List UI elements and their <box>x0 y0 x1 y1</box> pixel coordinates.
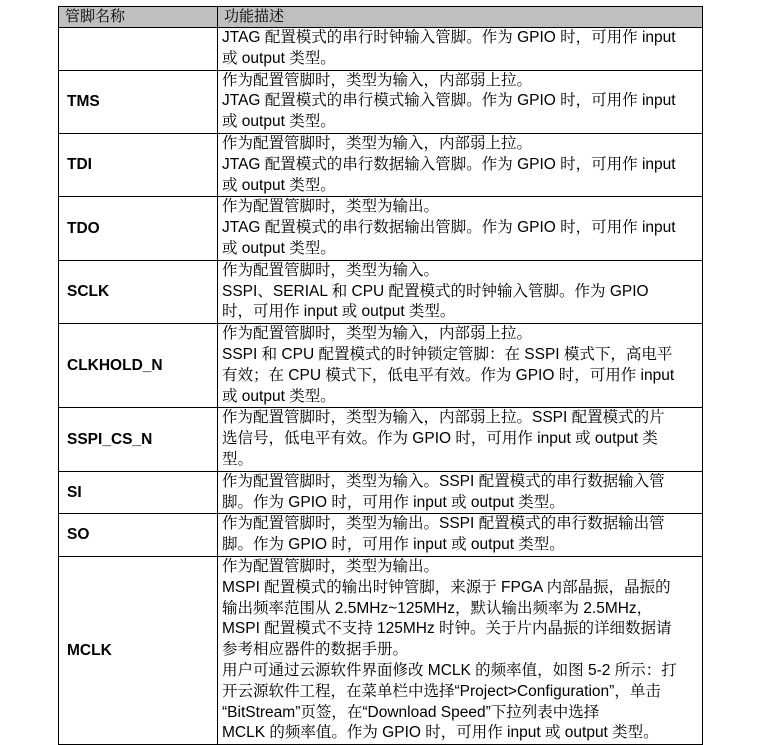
description-line: JTAG 配置模式的串行时钟输入管脚。作为 GPIO 时，可用作 input <box>222 29 676 46</box>
pin-name-cell: SI <box>59 471 218 514</box>
description-cell <box>218 471 703 514</box>
pin-name-cell: SCLK <box>59 260 218 323</box>
description-line: 作为配置管脚时，类型为输入，内部弱上拉。 <box>222 71 533 89</box>
description-line: 或 output 类型。 <box>222 113 336 131</box>
header-function-description: 功能描述 <box>218 7 703 28</box>
table-row <box>59 197 703 260</box>
description-line: 用户可通过云源软件界面修改 MCLK 的频率值，如图 5-2 所示：打 <box>222 661 677 679</box>
description-line: 作为配置管脚时，类型为输入，内部弱上拉。 <box>222 134 533 152</box>
description-line: 脚。作为 GPIO 时，可用作 input 或 output 类型。 <box>222 536 565 554</box>
table-row <box>59 260 703 323</box>
description-line: SSPI、SERIAL 和 CPU 配置模式的时钟输入管脚。作为 GPIO <box>222 282 649 300</box>
table-row <box>59 408 703 471</box>
description-line: 时，可用作 input 或 output 类型。 <box>222 303 456 321</box>
description-cell <box>218 514 703 557</box>
pin-name-cell: SO <box>59 514 218 557</box>
description-line: 作为配置管脚时，类型为输入，内部弱上拉。 <box>222 325 533 343</box>
table-row <box>59 556 703 744</box>
description-line: 或 output 类型。 <box>222 239 336 257</box>
description-line: 作为配置管脚时，类型为输出。 <box>222 198 440 216</box>
description-line: “BitStream”页签，在“Download Speed”下拉列表中选择 <box>222 703 600 721</box>
header-pin-name: 管脚名称 <box>59 7 218 28</box>
description-line: 开云源软件工程，在菜单栏中选择“Project>Configuration”，单击 <box>222 682 661 700</box>
description-line: 作为配置管脚时，类型为输出。 <box>222 557 440 575</box>
description-cell <box>218 408 703 471</box>
pin-name-cell <box>59 28 218 71</box>
description-line: 有效；在 CPU 模式下，低电平有效。作为 GPIO 时，可用作 input <box>222 366 675 384</box>
description-line: 作为配置管脚时，类型为输入，内部弱上拉。SSPI 配置模式的片 <box>222 409 665 427</box>
table-row <box>59 324 703 408</box>
description-cell <box>218 556 703 744</box>
table-row <box>59 471 703 514</box>
description-line: 参考相应器件的数据手册。 <box>222 641 409 659</box>
pin-name-cell: TMS <box>59 70 218 133</box>
table-header <box>59 7 703 28</box>
description-cell <box>218 260 703 323</box>
description-line: 或 output 类型。 <box>222 49 336 67</box>
description-line: 输出频率范围从 2.5MHz~125MHz，默认输出频率为 2.5MHz， <box>222 599 653 617</box>
description-line: SSPI 和 CPU 配置模式的时钟锁定管脚：在 SSPI 模式下，高电平 <box>222 345 673 363</box>
table-row <box>59 514 703 557</box>
table-row <box>59 28 703 71</box>
description-line: MSPI 配置模式的输出时钟管脚，来源于 FPGA 内部晶振，晶振的 <box>222 578 671 596</box>
description-cell <box>218 70 703 133</box>
description-line: JTAG 配置模式的串行数据输出管脚。作为 GPIO 时，可用作 input <box>222 219 676 237</box>
description-line: 脚。作为 GPIO 时，可用作 input 或 output 类型。 <box>222 493 565 511</box>
description-line: 型。 <box>222 450 254 468</box>
pin-name-cell: MCLK <box>59 556 218 744</box>
description-line: JTAG 配置模式的串行模式输入管脚。作为 GPIO 时，可用作 input <box>222 92 676 110</box>
header-row <box>59 7 703 28</box>
table-row <box>59 133 703 196</box>
description-line: 作为配置管脚时，类型为输出。SSPI 配置模式的串行数据输出管 <box>222 515 665 533</box>
description-line: MCLK 的频率值。作为 GPIO 时，可用作 input 或 output 类型。 <box>222 724 659 742</box>
table-body <box>59 28 703 745</box>
description-line: 作为配置管脚时，类型为输入。SSPI 配置模式的串行数据输入管 <box>222 472 665 490</box>
pin-name-cell: SSPI_CS_N <box>59 408 218 471</box>
pin-name-cell: TDO <box>59 197 218 260</box>
description-line: 作为配置管脚时，类型为输入。 <box>222 261 440 279</box>
description-line: 或 output 类型。 <box>222 387 336 405</box>
description-line: 或 output 类型。 <box>222 176 336 194</box>
description-cell <box>218 324 703 408</box>
table-row <box>59 70 703 133</box>
description-cell <box>218 28 703 71</box>
description-line: 选信号，低电平有效。作为 GPIO 时，可用作 input 或 output 类 <box>222 430 658 448</box>
pin-description-table <box>58 6 703 745</box>
description-line: JTAG 配置模式的串行数据输入管脚。作为 GPIO 时，可用作 input <box>222 155 676 173</box>
description-cell <box>218 133 703 196</box>
description-cell <box>218 197 703 260</box>
pin-name-cell: TDI <box>59 133 218 196</box>
description-line: MSPI 配置模式不支持 125MHz 时钟。关于片内晶振的详细数据请 <box>222 620 672 638</box>
pin-name-cell: CLKHOLD_N <box>59 324 218 408</box>
